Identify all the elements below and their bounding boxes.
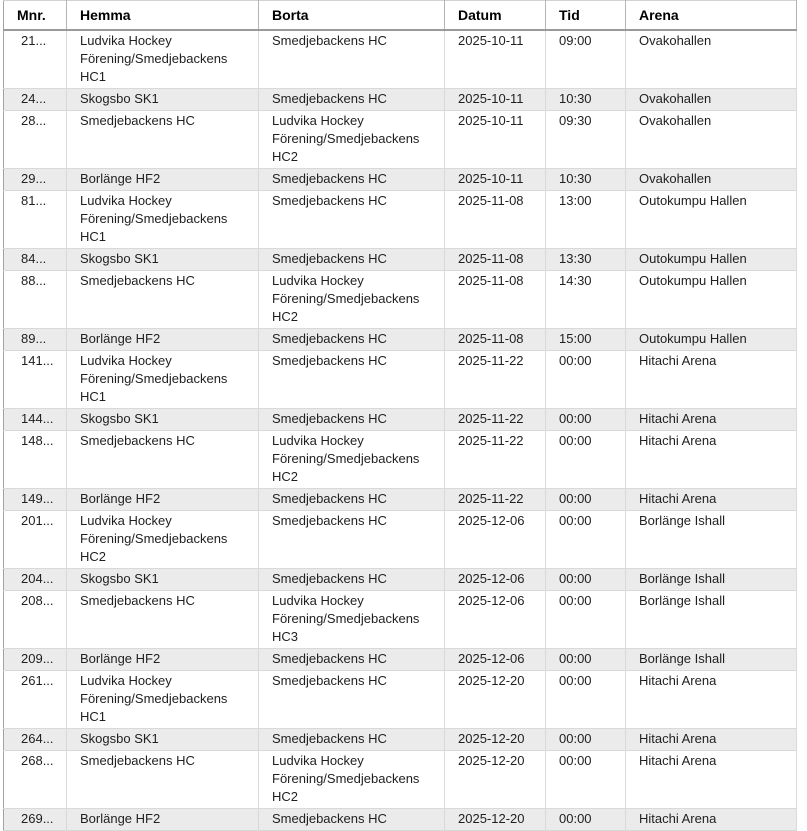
table-row[interactable] [4,191,797,249]
cell-mnr: 89... [4,329,67,351]
cell-arena: Ovakohallen [626,111,797,169]
cell-tid: 14:30 [546,271,626,329]
cell-borta: Smedjebackens HC [259,191,445,249]
cell-borta: Ludvika Hockey Förening/Smedjebackens HC3 [259,591,445,649]
cell-borta: Smedjebackens HC [259,169,445,191]
table-row[interactable] [4,30,797,89]
cell-arena: Outokumpu Hallen [626,271,797,329]
cell-tid: 09:00 [546,30,626,89]
table-row[interactable] [4,569,797,591]
cell-tid: 09:30 [546,111,626,169]
cell-mnr: 148... [4,431,67,489]
cell-tid: 00:00 [546,409,626,431]
cell-mnr: 208... [4,591,67,649]
header-row [4,1,797,31]
cell-tid: 00:00 [546,489,626,511]
cell-arena: Hitachi Arena [626,671,797,729]
cell-tid: 10:30 [546,89,626,111]
cell-mnr: 81... [4,191,67,249]
table-row[interactable] [4,431,797,489]
cell-datum: 2025-11-22 [445,489,546,511]
cell-arena: Borlänge Ishall [626,511,797,569]
cell-tid: 00:00 [546,649,626,671]
table-row[interactable] [4,271,797,329]
cell-mnr: 209... [4,649,67,671]
cell-datum: 2025-11-22 [445,351,546,409]
cell-tid: 00:00 [546,431,626,489]
cell-datum: 2025-12-20 [445,671,546,729]
cell-hemma: Ludvika Hockey Förening/Smedjebackens HC1 [67,191,259,249]
cell-arena: Hitachi Arena [626,751,797,809]
cell-arena: Outokumpu Hallen [626,329,797,351]
cell-datum: 2025-11-08 [445,329,546,351]
cell-borta: Smedjebackens HC [259,249,445,271]
cell-borta: Smedjebackens HC [259,89,445,111]
cell-datum: 2025-12-20 [445,809,546,831]
cell-arena: Ovakohallen [626,169,797,191]
cell-datum: 2025-11-08 [445,249,546,271]
cell-datum: 2025-12-20 [445,729,546,751]
cell-datum: 2025-12-06 [445,649,546,671]
cell-arena: Hitachi Arena [626,351,797,409]
cell-borta: Smedjebackens HC [259,729,445,751]
table-row[interactable] [4,729,797,751]
cell-datum: 2025-11-22 [445,431,546,489]
cell-borta: Smedjebackens HC [259,671,445,729]
cell-mnr: 84... [4,249,67,271]
table-row[interactable] [4,751,797,809]
cell-mnr: 264... [4,729,67,751]
cell-datum: 2025-12-20 [445,751,546,809]
games-schedule-table [3,0,797,831]
cell-borta: Ludvika Hockey Förening/Smedjebackens HC2 [259,751,445,809]
cell-hemma: Smedjebackens HC [67,111,259,169]
cell-mnr: 21... [4,30,67,89]
cell-datum: 2025-12-06 [445,591,546,649]
cell-hemma: Skogsbo SK1 [67,569,259,591]
table-row[interactable] [4,511,797,569]
cell-arena: Outokumpu Hallen [626,191,797,249]
cell-datum: 2025-10-11 [445,111,546,169]
cell-tid: 00:00 [546,729,626,751]
cell-mnr: 88... [4,271,67,329]
cell-tid: 15:00 [546,329,626,351]
cell-mnr: 149... [4,489,67,511]
table-row[interactable] [4,489,797,511]
column-header-arena[interactable]: Arena [626,1,797,31]
column-header-borta[interactable]: Borta [259,1,445,31]
cell-hemma: Borlänge HF2 [67,649,259,671]
cell-hemma: Ludvika Hockey Förening/Smedjebackens HC2 [67,511,259,569]
cell-mnr: 201... [4,511,67,569]
table-row[interactable] [4,809,797,831]
cell-arena: Borlänge Ishall [626,569,797,591]
cell-borta: Smedjebackens HC [259,511,445,569]
cell-tid: 00:00 [546,809,626,831]
table-row[interactable] [4,111,797,169]
cell-tid: 00:00 [546,511,626,569]
column-header-datum[interactable]: Datum [445,1,546,31]
cell-tid: 10:30 [546,169,626,191]
cell-arena: Hitachi Arena [626,431,797,489]
cell-hemma: Borlänge HF2 [67,809,259,831]
cell-tid: 00:00 [546,351,626,409]
cell-borta: Ludvika Hockey Förening/Smedjebackens HC2 [259,271,445,329]
cell-hemma: Ludvika Hockey Förening/Smedjebackens HC1 [67,351,259,409]
cell-borta: Smedjebackens HC [259,329,445,351]
cell-borta: Smedjebackens HC [259,489,445,511]
cell-borta: Smedjebackens HC [259,409,445,431]
cell-hemma: Smedjebackens HC [67,431,259,489]
cell-hemma: Smedjebackens HC [67,751,259,809]
cell-tid: 00:00 [546,591,626,649]
cell-datum: 2025-11-22 [445,409,546,431]
table-body [4,30,797,831]
table-row[interactable] [4,249,797,271]
cell-arena: Borlänge Ishall [626,649,797,671]
cell-hemma: Skogsbo SK1 [67,409,259,431]
cell-hemma: Skogsbo SK1 [67,729,259,751]
cell-datum: 2025-11-08 [445,271,546,329]
table-row[interactable] [4,89,797,111]
cell-datum: 2025-10-11 [445,89,546,111]
cell-mnr: 141... [4,351,67,409]
cell-hemma: Borlänge HF2 [67,329,259,351]
cell-hemma: Smedjebackens HC [67,591,259,649]
table-row[interactable] [4,351,797,409]
cell-borta: Smedjebackens HC [259,351,445,409]
cell-hemma: Ludvika Hockey Förening/Smedjebackens HC1 [67,671,259,729]
table-row[interactable] [4,649,797,671]
cell-arena: Ovakohallen [626,30,797,89]
cell-mnr: 24... [4,89,67,111]
column-header-mnr[interactable]: Mnr. [4,1,67,31]
cell-tid: 00:00 [546,671,626,729]
cell-arena: Outokumpu Hallen [626,249,797,271]
cell-mnr: 261... [4,671,67,729]
cell-datum: 2025-11-08 [445,191,546,249]
cell-arena: Hitachi Arena [626,489,797,511]
cell-datum: 2025-10-11 [445,30,546,89]
cell-tid: 00:00 [546,751,626,809]
cell-borta: Ludvika Hockey Förening/Smedjebackens HC2 [259,111,445,169]
cell-arena: Ovakohallen [626,89,797,111]
cell-hemma: Skogsbo SK1 [67,249,259,271]
table-row[interactable] [4,409,797,431]
cell-tid: 00:00 [546,569,626,591]
cell-tid: 13:30 [546,249,626,271]
cell-arena: Hitachi Arena [626,409,797,431]
cell-mnr: 204... [4,569,67,591]
cell-hemma: Smedjebackens HC [67,271,259,329]
cell-arena: Hitachi Arena [626,809,797,831]
table-row[interactable] [4,329,797,351]
cell-hemma: Borlänge HF2 [67,489,259,511]
cell-tid: 13:00 [546,191,626,249]
table-row[interactable] [4,591,797,649]
column-header-tid[interactable]: Tid [546,1,626,31]
cell-datum: 2025-12-06 [445,511,546,569]
table-row[interactable] [4,169,797,191]
cell-arena: Hitachi Arena [626,729,797,751]
cell-datum: 2025-12-06 [445,569,546,591]
cell-hemma: Borlänge HF2 [67,169,259,191]
table-row[interactable] [4,671,797,729]
cell-borta: Smedjebackens HC [259,809,445,831]
cell-hemma: Skogsbo SK1 [67,89,259,111]
cell-borta: Ludvika Hockey Förening/Smedjebackens HC2 [259,431,445,489]
cell-arena: Borlänge Ishall [626,591,797,649]
cell-mnr: 28... [4,111,67,169]
cell-mnr: 144... [4,409,67,431]
cell-borta: Smedjebackens HC [259,569,445,591]
cell-hemma: Ludvika Hockey Förening/Smedjebackens HC1 [67,30,259,89]
cell-borta: Smedjebackens HC [259,649,445,671]
column-header-hemma[interactable]: Hemma [67,1,259,31]
cell-mnr: 29... [4,169,67,191]
cell-datum: 2025-10-11 [445,169,546,191]
cell-mnr: 269... [4,809,67,831]
cell-mnr: 268... [4,751,67,809]
cell-borta: Smedjebackens HC [259,30,445,89]
